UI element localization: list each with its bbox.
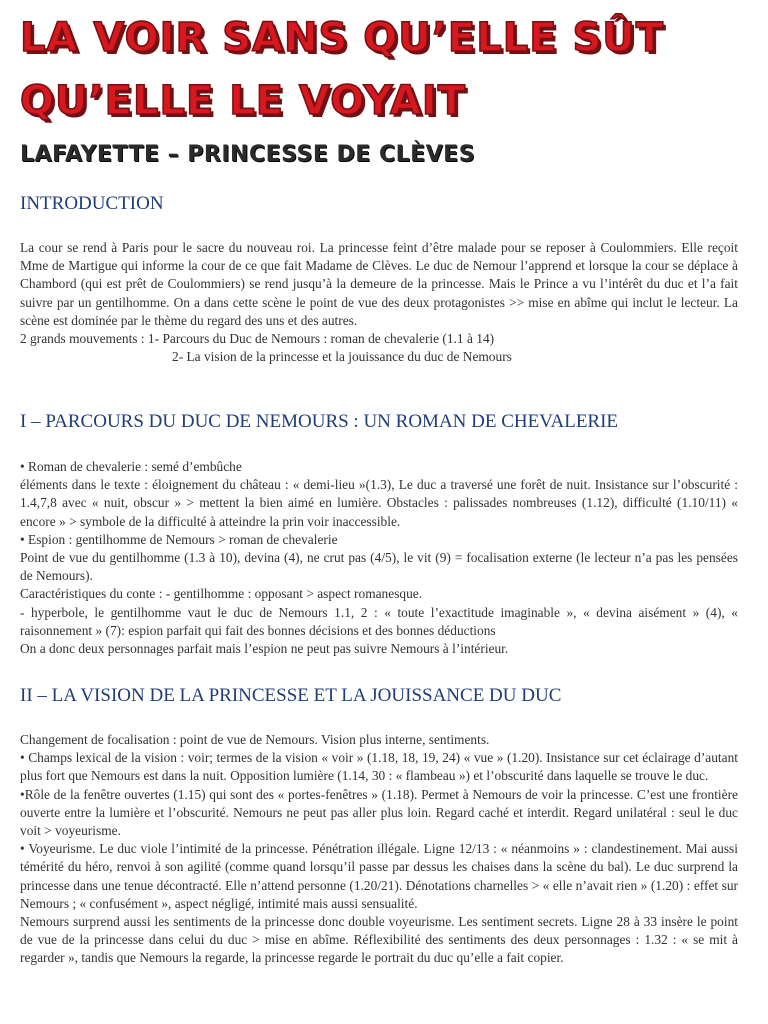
movements-line-2: 2- La vision de la princesse et la jouissance du duc de Nemours [172, 349, 512, 365]
part1-paragraph: • Espion : gentilhomme de Nemours > roman de chevalerie [20, 531, 338, 547]
part2-heading: II – LA VISION DE LA PRINCESSE ET LA JOUISSANCE DU DUC [20, 685, 562, 706]
part2-paragraph: Changement de focalisation : point de vue de Nemours. Vision plus interne, sentiments. [20, 732, 490, 747]
part1-section [20, 458, 738, 658]
movements-line-1: 2 grands mouvements : 1- Parcours du Duc de Nemours : roman de chevalerie (1.1 à 14) [20, 331, 495, 347]
part1-paragraph: • Roman de chevalerie : semé d’embûche [20, 459, 242, 474]
subtitle: LAFAYETTE – PRINCESSE DE CLÈVES [20, 142, 476, 167]
part2-paragraph: • Voyeurisme. Le duc viole l’intimité de la princesse. Pénétration illégale. Ligne 12/13 : « néanmoins » : clandestinement. Mai aussi témérité du héro, renvoi à son agilité (comme quand lorsqu’il passe par dessus les chaises dans la scène du bal). Le duc surprend la princesse dans une tenue décontracté. Elle n’attend personne (1.20/21). Dénotations charnelles > « elle n’avait rien » (1.20) : effet sur Nemours ; « confusément », aspect négligé, intimité mais aussi sensualité. [20, 841, 738, 911]
part2-paragraph: Nemours surprend aussi les sentiments de la princesse donc double voyeurisme. Les sentiment secrets. Ligne 28 à 33 insère le point de vue de la princesse dans celui du duc > mise en abîme. Réflexibilité des sentiments des deux personnages : 1.32 : « se mit à regarder », tandis que Nemours la regarde, la princesse regarde le portrait du duc qu’elle a fait copier. [20, 914, 738, 966]
title-line-2: QU’ELLE LE VOYAIT [20, 78, 467, 124]
intro-heading: INTRODUCTION [20, 193, 164, 214]
intro-paragraph: La cour se rend à Paris pour le sacre du nouveau roi. La princesse feint d’être malade pour se reposer à Coulommiers. Elle reçoit Mme de Martigue qui informe la cour de ce que fait Madame de Clèves. Le duc de Nemour l’apprend et lorsque la cour se déplace à Chambord (qui est prêt de Coulommiers) se rend jusqu’à la demeure de la princesse. Mais le Prince a vu l’intérêt du duc et l’a fait suivre par un gentilhomme. On a dans cette scène le point de vue des deux protagonistes >> mise en abîme qui inclut le lecteur. La scène est dominée par le thème du regard des uns et des autres. [20, 240, 738, 328]
intro-section [20, 239, 738, 366]
part2-paragraph: • Champs lexical de la vision : voir; termes de la vision « voir » (1.18, 18, 19, 24) « vue » (1.20). Insistance sur cet éclairage d’autant plus fort que Nemours est dans la nuit. Opposition lumière (1.14, 30 : « flambeau ») et l’obscurité dans laquelle se trouve le duc. [20, 750, 738, 784]
part1-paragraph: Point de vue du gentilhomme (1.3 à 10), devina (4), ne crut pas (4/5), le vit (9) = focalisation externe (le lecteur n’a pas les pensées de Nemours). [20, 550, 738, 584]
part1-paragraph: - hyperbole, le gentilhomme vaut le duc de Nemours 1.1, 2 : « toute l’exactitude imaginable », « devina aisément » (4), « raisonnement » (7): espion parfait qui fait des bonnes décisions et des bonnes déductions [20, 604, 738, 638]
part2-section [20, 731, 738, 968]
part1-paragraph: Caractéristiques du conte : - gentilhomme : opposant > aspect romanesque. [20, 586, 423, 602]
part1-paragraph: On a donc deux personnages parfait mais l’espion ne peut pas suivre Nemours à l’intérieur. [20, 641, 509, 657]
part1-heading: I – PARCOURS DU DUC DE NEMOURS : UN ROMAN DE CHEVALERIE [20, 411, 619, 432]
title-line-1: LA VOIR SANS QU’ELLE SÛT [20, 15, 665, 61]
part2-paragraph: •Rôle de la fenêtre ouvertes (1.15) qui sont des « portes-fenêtres » (1.18). Permet à Nemours de voir la princesse. C’est une frontière ouverte entre la lumière et l’obscurité. Nemours ne peut pas aller plus loin. Regard caché et interdit. Regard unilatéral : seul le duc voit > voyeurisme. [20, 786, 738, 839]
part1-paragraph: éléments dans le texte : éloignement du château : « demi-lieu »(1.3), Le duc a traversé une forêt de nuit. Insistance sur l’obscurité : 1.4,7,8 avec « nuit, obscur » > mettent la bien aimé en lumière. Obstacles : palissades nombreuses (1.12), difficulté (1.10/11) « encore » > symbole de la difficulté à atteindre la prin voir inaccessible. [20, 477, 738, 529]
